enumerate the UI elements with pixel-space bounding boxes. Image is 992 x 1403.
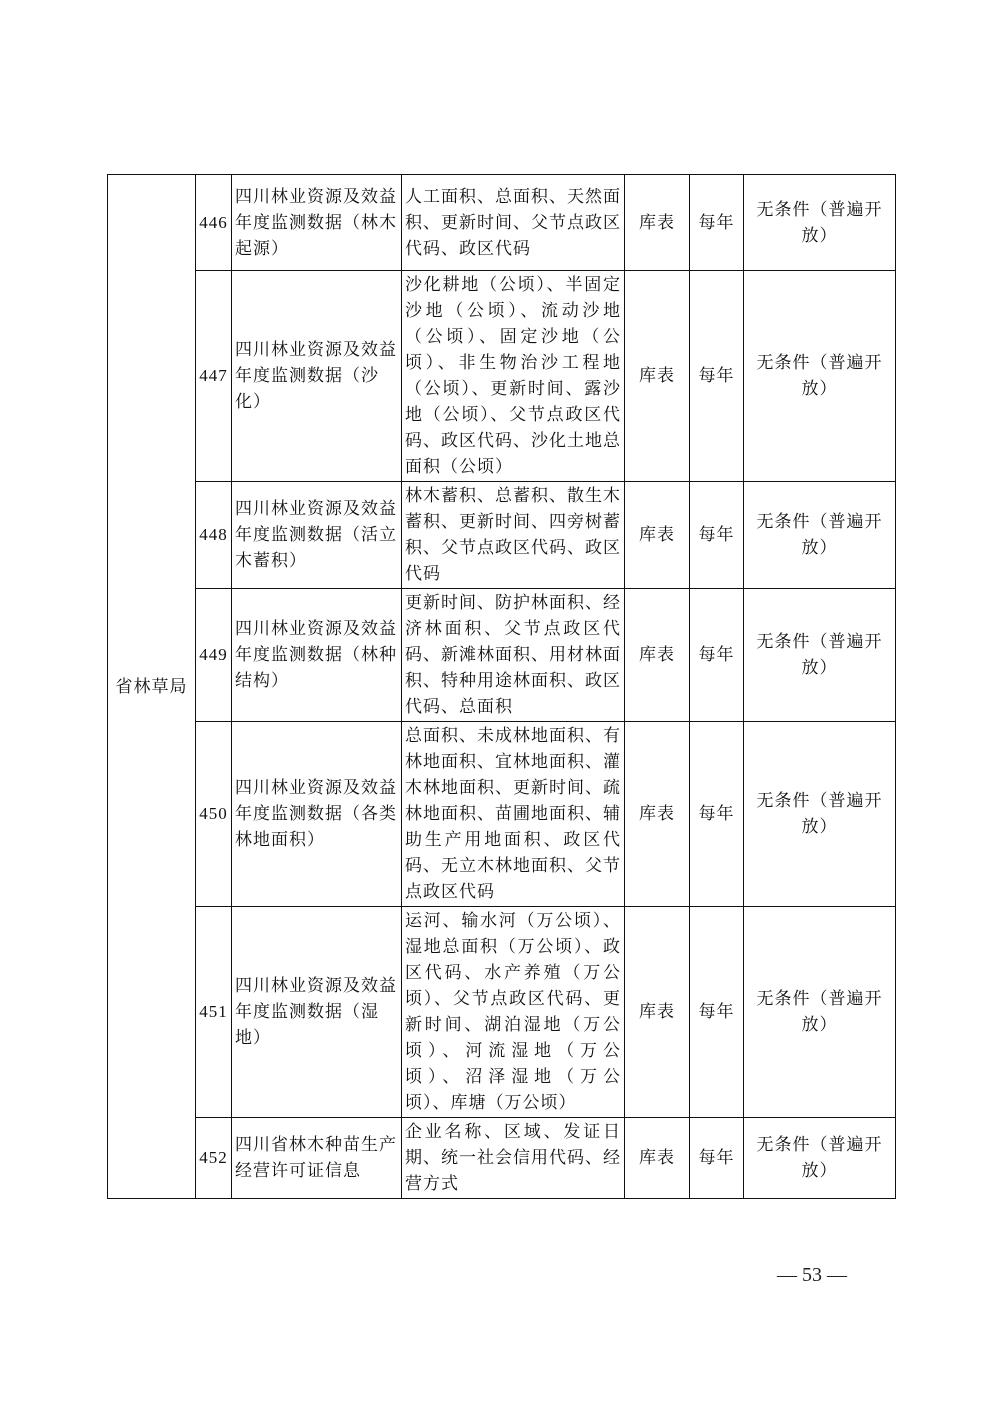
- resource-name: 四川林业资源及效益年度监测数据（沙化）: [232, 271, 402, 482]
- table-row: [108, 482, 896, 589]
- row-number: 452: [196, 1118, 232, 1199]
- data-fields: 运河、输水河（万公顷）、湿地总面积（万公顷）、政区代码、水产养殖（万公顷）、父节点政区代码、更新时间、湖泊湿地（万公顷）、河流湿地（万公顷）、沼泽湿地（万公顷）、库塘（万公顷）: [402, 907, 625, 1118]
- resource-type: 库表: [625, 1118, 690, 1199]
- data-fields: 总面积、未成林地面积、有林地面积、宜林地面积、灌木林地面积、更新时间、疏林地面积、苗圃地面积、辅助生产用地面积、政区代码、无立木林地面积、父节点政区代码: [402, 722, 625, 907]
- resource-type: 库表: [625, 482, 690, 589]
- open-condition: 无条件（普遍开放）: [744, 175, 896, 271]
- catalog-table: [107, 174, 896, 1199]
- update-frequency: 每年: [690, 589, 744, 722]
- resource-name: 四川林业资源及效益年度监测数据（湿地）: [232, 907, 402, 1118]
- table-row: [108, 175, 896, 271]
- resource-name: 四川林业资源及效益年度监测数据（林种结构）: [232, 589, 402, 722]
- table-row: [108, 271, 896, 482]
- resource-name: 四川林业资源及效益年度监测数据（林木起源）: [232, 175, 402, 271]
- data-fields: 更新时间、防护林面积、经济林面积、父节点政区代码、新滩林面积、用材林面积、特种用途林面积、政区代码、总面积: [402, 589, 625, 722]
- resource-name: 四川省林木种苗生产经营许可证信息: [232, 1118, 402, 1199]
- row-number: 447: [196, 271, 232, 482]
- data-fields: 沙化耕地（公顷）、半固定沙地（公顷）、流动沙地（公顷）、固定沙地（公顷）、非生物治沙工程地（公顷）、更新时间、露沙地（公顷）、父节点政区代码、政区代码、沙化土地总面积（公顷）: [402, 271, 625, 482]
- update-frequency: 每年: [690, 907, 744, 1118]
- data-fields: 人工面积、总面积、天然面积、更新时间、父节点政区代码、政区代码: [402, 175, 625, 271]
- resource-type: 库表: [625, 589, 690, 722]
- row-number: 451: [196, 907, 232, 1118]
- table-row: [108, 1118, 896, 1199]
- open-condition: 无条件（普遍开放）: [744, 1118, 896, 1199]
- update-frequency: 每年: [690, 722, 744, 907]
- data-fields: 林木蓄积、总蓄积、散生木蓄积、更新时间、四旁树蓄积、父节点政区代码、政区代码: [402, 482, 625, 589]
- resource-name: 四川林业资源及效益年度监测数据（各类林地面积）: [232, 722, 402, 907]
- open-condition: 无条件（普遍开放）: [744, 907, 896, 1118]
- table-row: [108, 722, 896, 907]
- department-cell: 省林草局: [108, 175, 196, 1199]
- row-number: 448: [196, 482, 232, 589]
- update-frequency: 每年: [690, 482, 744, 589]
- open-condition: 无条件（普遍开放）: [744, 722, 896, 907]
- resource-type: 库表: [625, 722, 690, 907]
- row-number: 449: [196, 589, 232, 722]
- resource-type: 库表: [625, 907, 690, 1118]
- page-number: — 53 —: [777, 1264, 847, 1286]
- update-frequency: 每年: [690, 1118, 744, 1199]
- resource-name: 四川林业资源及效益年度监测数据（活立木蓄积）: [232, 482, 402, 589]
- update-frequency: 每年: [690, 271, 744, 482]
- open-condition: 无条件（普遍开放）: [744, 482, 896, 589]
- open-condition: 无条件（普遍开放）: [744, 589, 896, 722]
- data-fields: 企业名称、区域、发证日期、统一社会信用代码、经营方式: [402, 1118, 625, 1199]
- resource-type: 库表: [625, 271, 690, 482]
- open-condition: 无条件（普遍开放）: [744, 271, 896, 482]
- resource-type: 库表: [625, 175, 690, 271]
- row-number: 446: [196, 175, 232, 271]
- update-frequency: 每年: [690, 175, 744, 271]
- table-row: [108, 589, 896, 722]
- row-number: 450: [196, 722, 232, 907]
- table-row: [108, 907, 896, 1118]
